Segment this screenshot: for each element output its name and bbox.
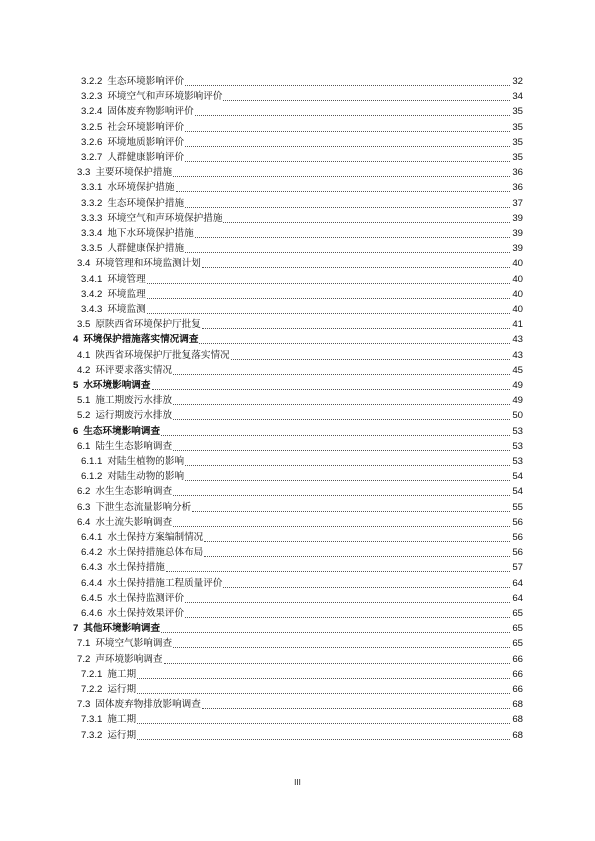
toc-entry-title: 原陕西省环境保护厅批复 xyxy=(95,319,201,331)
toc-entry-page: 68 xyxy=(512,729,523,741)
toc-entry-number: 3.4.1 xyxy=(81,273,103,285)
toc-entry-number: 3.5 xyxy=(77,319,91,331)
toc-entry-title: 环境地质影响评价 xyxy=(107,136,185,148)
toc-entry-page: 39 xyxy=(512,243,523,255)
toc-entry-title: 环评要求落实情况 xyxy=(95,364,173,376)
toc-entry-number: 6.1 xyxy=(77,440,91,452)
toc-entry-number: 4.1 xyxy=(77,349,91,361)
toc-entry-title: 水生生态影响调查 xyxy=(95,486,173,498)
toc-entry-page: 39 xyxy=(512,212,523,224)
toc-entry-page: 68 xyxy=(512,714,523,726)
toc-entry-title: 环境管理和环境监测计划 xyxy=(95,258,201,270)
toc-entry-page: 41 xyxy=(512,319,523,331)
page-number-footer: III xyxy=(294,778,301,787)
toc-entry-title: 固体废弃物排放影响调查 xyxy=(95,699,201,711)
toc-entry-page: 54 xyxy=(512,471,523,483)
toc-entry-title: 生态环境保护措施 xyxy=(107,197,185,209)
toc-entry-title: 环境空气和声环境保护措施 xyxy=(107,212,223,224)
toc-entry-number: 7.3 xyxy=(77,699,91,711)
toc-entry-number: 3.2.6 xyxy=(81,136,103,148)
toc-entry-page: 64 xyxy=(512,577,523,589)
toc-entry-title: 水土保持措施总体布局 xyxy=(107,547,204,559)
toc-entry-page: 36 xyxy=(512,167,523,179)
toc-entry-number: 4.2 xyxy=(77,364,91,376)
toc-entry-page: 35 xyxy=(512,152,523,163)
toc-entry-title: 对陆生动物的影响 xyxy=(107,471,185,483)
toc-entry-number: 3.4 xyxy=(77,258,91,270)
toc-entry-page: 37 xyxy=(512,197,523,209)
toc-entry-page: 35 xyxy=(512,121,523,133)
toc-entry-page: 64 xyxy=(512,592,523,604)
toc-entry-number: 3.3.1 xyxy=(81,182,103,194)
toc-entry-number: 3.2.4 xyxy=(81,106,103,118)
toc-entry-number: 3.4.3 xyxy=(81,304,103,315)
toc-entry-number: 3.3.4 xyxy=(81,228,103,239)
toc-entry-title: 环境保护措施落实情况调查 xyxy=(83,334,199,346)
toc-entry-title: 主要环境保护措施 xyxy=(95,167,173,179)
toc-entry-number: 6.4.1 xyxy=(81,532,103,543)
toc-entry-page: 49 xyxy=(512,395,523,407)
toc-entry-title: 运行期 xyxy=(107,684,137,695)
toc-entry-page: 53 xyxy=(512,425,523,437)
toc-entry-page: 56 xyxy=(512,516,523,528)
toc-entry-title: 声环境影响调查 xyxy=(95,653,163,665)
toc-entry-title: 水土流失影响调查 xyxy=(95,516,173,528)
toc-entry-page: 55 xyxy=(512,501,523,513)
toc-entry-number: 6.4.4 xyxy=(81,577,103,589)
toc-entry-number: 3.2.7 xyxy=(81,152,103,163)
toc-entry-number: 4 xyxy=(73,334,79,346)
toc-entry-number: 6.4.5 xyxy=(81,592,103,604)
toc-entry-title: 施工期废污水排放 xyxy=(95,395,173,407)
toc-entry-title: 环境空气和声环境影响评价 xyxy=(107,91,223,103)
toc-entry-title: 施工期 xyxy=(107,668,137,680)
toc-entry-page: 49 xyxy=(512,380,523,391)
toc-entry-number: 7.2.1 xyxy=(81,668,103,680)
toc-entry-number: 3.2.5 xyxy=(81,121,103,133)
toc-entry-number: 6.2 xyxy=(77,486,91,498)
toc-entry-number: 5 xyxy=(73,380,79,391)
toc-entry-number: 6 xyxy=(73,425,79,437)
toc-entry-number: 3.3.5 xyxy=(81,243,103,255)
toc-entry-title: 施工期 xyxy=(107,714,137,726)
toc-entry-number: 7 xyxy=(73,623,79,635)
toc-entry-page: 40 xyxy=(512,258,523,270)
toc-entry-title: 运行期 xyxy=(107,729,137,741)
toc-entry-title: 水环境影响调查 xyxy=(83,380,151,391)
toc-entry-page: 56 xyxy=(512,547,523,559)
toc-entry-page: 34 xyxy=(512,91,523,103)
toc-entry-page: 39 xyxy=(512,228,523,239)
toc-entry-title: 人群健康保护措施 xyxy=(107,243,185,255)
toc-entry-page: 35 xyxy=(512,106,523,118)
toc-entry-number: 6.4.2 xyxy=(81,547,103,559)
toc-entry-number: 6.1.2 xyxy=(81,471,103,483)
toc-entry-title: 陕西省环境保护厅批复落实情况 xyxy=(95,349,230,361)
toc-entry-page: 56 xyxy=(512,532,523,543)
toc-entry-page: 40 xyxy=(512,288,523,300)
toc-entry-page: 53 xyxy=(512,456,523,467)
toc-entry-title: 人群健康影响评价 xyxy=(107,152,185,163)
toc-entry-page: 66 xyxy=(512,653,523,665)
toc-entry-page: 43 xyxy=(512,334,523,346)
toc-entry-title: 生态环境影响调查 xyxy=(83,425,161,437)
toc-entry-title: 水环境保护措施 xyxy=(107,182,175,194)
toc-entry-page: 32 xyxy=(512,76,523,87)
toc-entry-page: 45 xyxy=(512,364,523,376)
toc-entry-number: 3.3.2 xyxy=(81,197,103,209)
toc-entry-title: 地下水环境保护措施 xyxy=(107,228,194,239)
toc-entry-title: 水土保持监测评价 xyxy=(107,592,185,604)
toc-entry-page: 65 xyxy=(512,638,523,650)
toc-entry-page: 35 xyxy=(512,136,523,148)
toc-entry-number: 5.2 xyxy=(77,410,91,422)
toc-entry-title: 环境监理 xyxy=(107,288,146,300)
toc-entry-title: 固体废弃物影响评价 xyxy=(107,106,194,118)
toc-entry-title: 水土保持方案编制情况 xyxy=(107,532,204,543)
toc-entry-number: 7.2.2 xyxy=(81,684,103,695)
toc-entry-page: 36 xyxy=(512,182,523,194)
toc-entry-number: 5.1 xyxy=(77,395,91,407)
toc-entry-number: 6.3 xyxy=(77,501,91,513)
toc-entry-title: 水土保持措施 xyxy=(107,562,165,574)
toc-entry-number: 7.2 xyxy=(77,653,91,665)
toc-entry-number: 7.3.2 xyxy=(81,729,103,741)
toc-entry-page: 40 xyxy=(512,273,523,285)
toc-entry-page: 68 xyxy=(512,699,523,711)
toc-entry-number: 3.3.3 xyxy=(81,212,103,224)
toc-entry-number: 3.2.2 xyxy=(81,76,103,87)
toc-entry-title: 对陆生植物的影响 xyxy=(107,456,185,467)
toc-entry-title: 水土保持措施工程质量评价 xyxy=(107,577,223,589)
toc-entry-page: 53 xyxy=(512,440,523,452)
toc-entry-label xyxy=(81,730,136,742)
toc-entry-number: 7.1 xyxy=(77,638,91,650)
toc-entry-title: 环境空气影响调查 xyxy=(95,638,173,650)
toc-entry-title: 社会环境影响评价 xyxy=(107,121,185,133)
toc-entry-page: 54 xyxy=(512,486,523,498)
toc-entry-number: 6.4.3 xyxy=(81,562,103,574)
toc-entry-page: 65 xyxy=(512,608,523,619)
toc-entry-title: 其他环境影响调查 xyxy=(83,623,161,635)
toc-entry-page: 57 xyxy=(512,562,523,574)
toc-entry-title: 运行期废污水排放 xyxy=(95,410,173,422)
toc-entry-number: 3.2.3 xyxy=(81,91,103,103)
toc-entry-number: 3.4.2 xyxy=(81,288,103,300)
toc-entry-number: 6.4 xyxy=(77,516,91,528)
toc-entry[interactable] xyxy=(81,725,523,742)
toc-entry-title: 下泄生态流量影响分析 xyxy=(95,501,192,513)
toc-entry-title: 陆生生态影响调查 xyxy=(95,440,173,452)
toc-entry-number: 6.4.6 xyxy=(81,608,103,619)
toc-entry-page: 65 xyxy=(512,623,523,635)
toc-entry-page: 66 xyxy=(512,684,523,695)
toc-entry-number: 7.3.1 xyxy=(81,714,103,726)
toc-entry-number: 3.3 xyxy=(77,167,91,179)
toc-entry-title: 生态环境影响评价 xyxy=(107,76,185,87)
toc-entry-page: 66 xyxy=(512,668,523,680)
toc-entry-title: 环境管理 xyxy=(107,273,146,285)
toc-dot-leader xyxy=(137,738,510,740)
toc-entry-page: 43 xyxy=(512,349,523,361)
toc-entry-page: 40 xyxy=(512,304,523,315)
toc-entry-number: 6.1.1 xyxy=(81,456,103,467)
toc-entry-title: 水土保持效果评价 xyxy=(107,608,185,619)
toc-entry-title: 环境监测 xyxy=(107,304,146,315)
toc-entry-page: 50 xyxy=(512,410,523,422)
